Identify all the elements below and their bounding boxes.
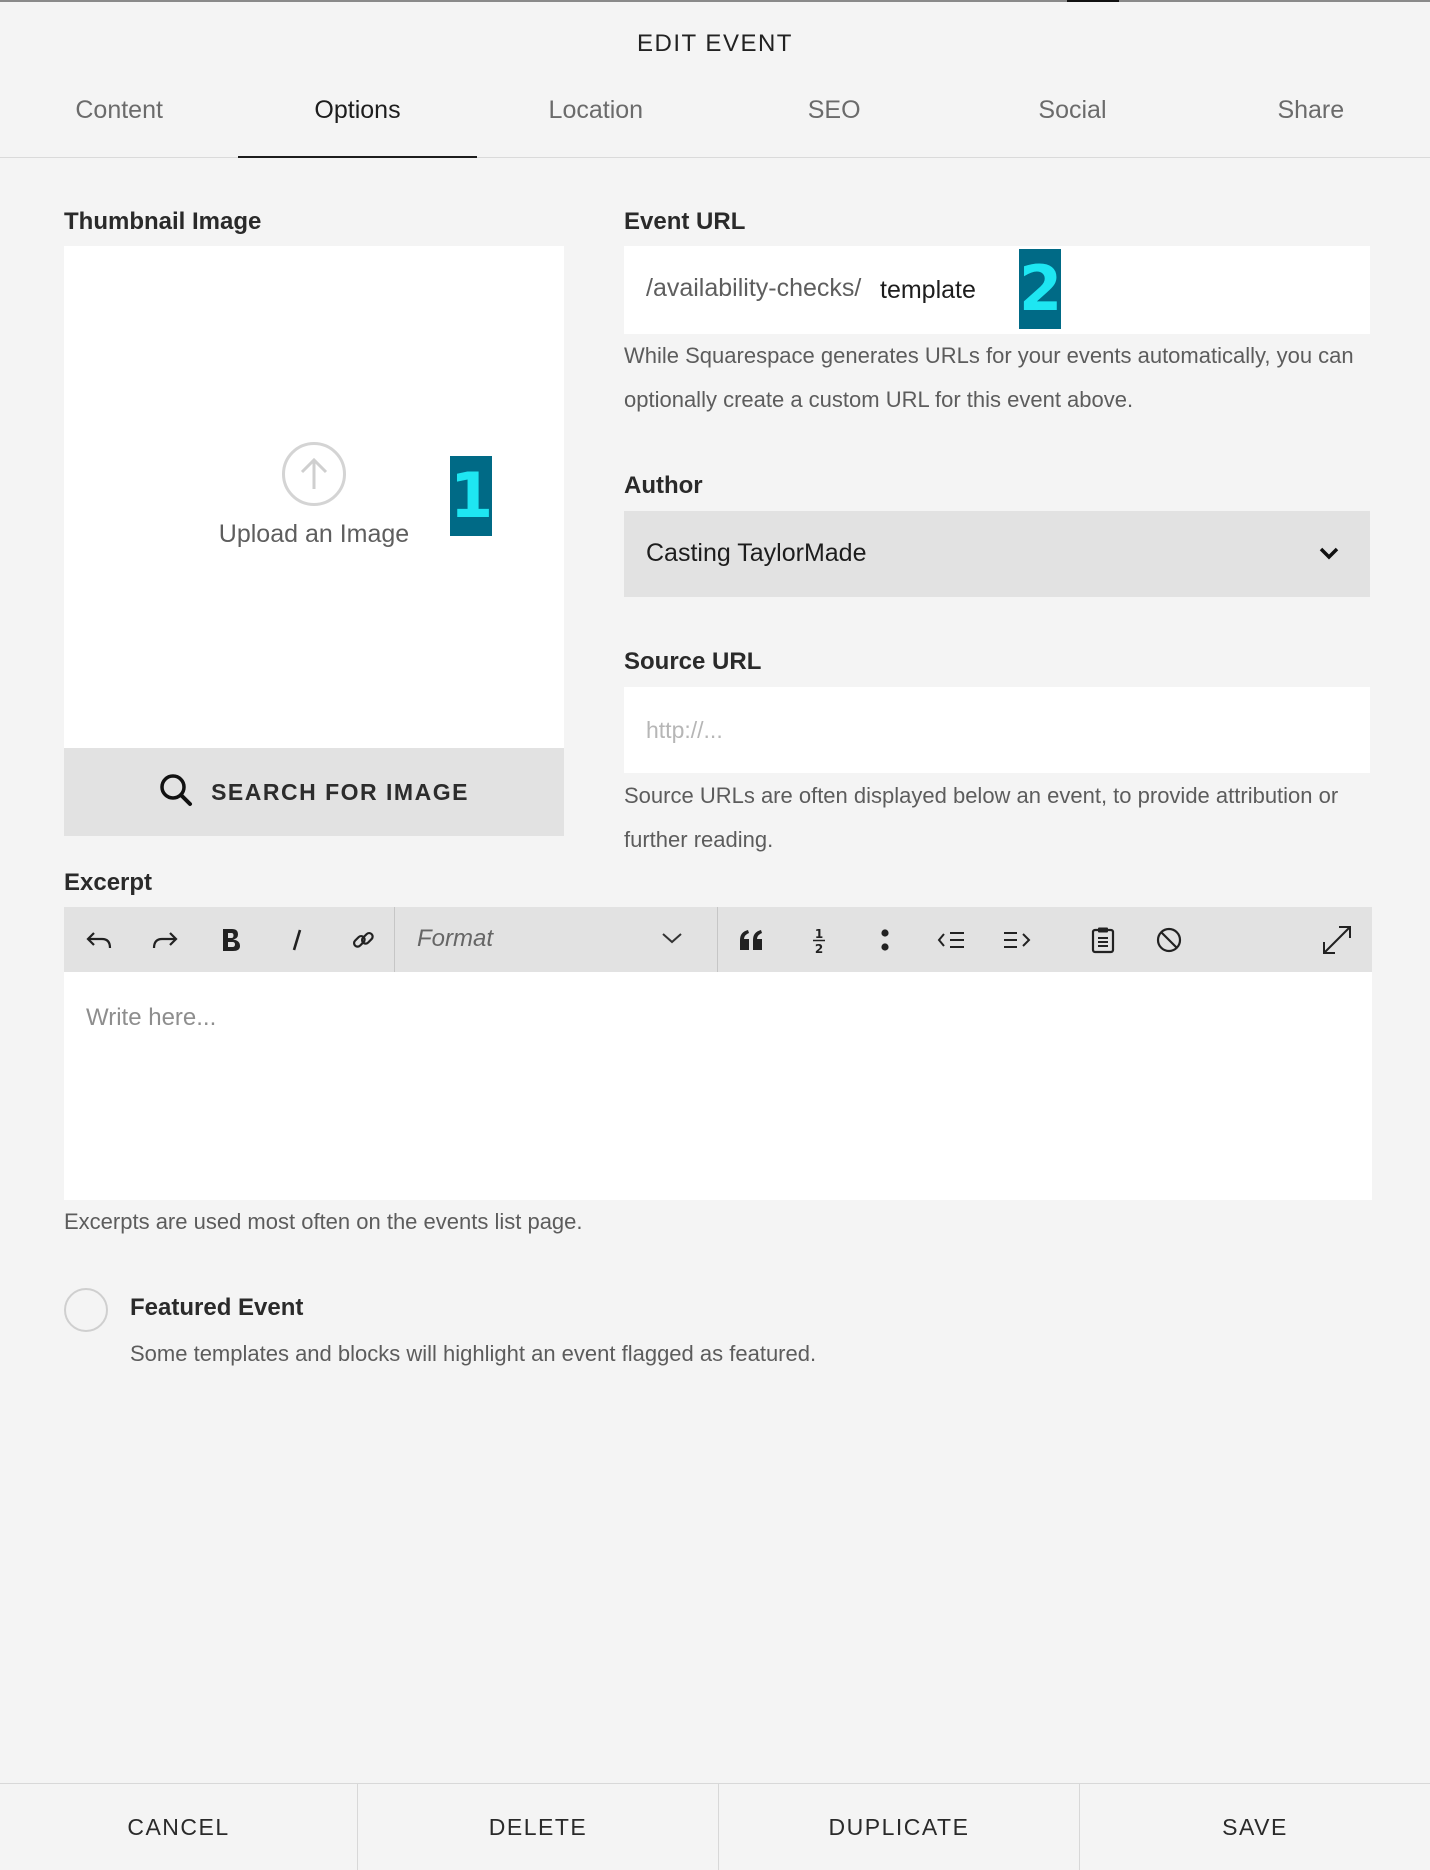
bold-icon[interactable] (203, 907, 259, 972)
event-url-prefix: /availability-checks/ (646, 274, 862, 302)
thumbnail-label: Thumbnail Image (64, 208, 262, 235)
save-button[interactable]: SAVE (1079, 1784, 1430, 1870)
outdent-icon[interactable] (923, 907, 979, 972)
top-border-marker (1067, 0, 1119, 2)
cancel-button[interactable]: CANCEL (127, 1813, 230, 1840)
source-url-input[interactable] (624, 687, 1370, 773)
author-label: Author (624, 472, 703, 499)
excerpt-editor[interactable] (64, 972, 1372, 1200)
italic-icon[interactable] (269, 907, 325, 972)
tab-options[interactable]: Options (238, 84, 476, 157)
excerpt-help: Excerpts are used most often on the events list page. (64, 1209, 583, 1234)
excerpt-placeholder: Write here... (86, 1004, 217, 1031)
editor-toolbar (64, 907, 1372, 972)
delete-button[interactable]: DELETE (357, 1784, 718, 1870)
annotation-marker-1: 1 (450, 456, 492, 536)
thumbnail-upload-area[interactable] (64, 246, 564, 748)
upload-icon (282, 442, 346, 506)
format-label: Format (417, 925, 494, 952)
search-icon (159, 773, 193, 812)
event-url-field[interactable] (624, 246, 1370, 334)
author-select[interactable] (624, 511, 1370, 597)
expand-icon[interactable] (1309, 907, 1365, 972)
excerpt-label: Excerpt (64, 869, 153, 896)
unordered-list-icon[interactable] (857, 907, 913, 972)
top-border (0, 0, 1430, 2)
tab-bar (0, 84, 1430, 158)
featured-event-help: Some templates and blocks will highlight an event flagged as featured. (130, 1341, 817, 1366)
dialog-title: EDIT EVENT (637, 30, 793, 57)
source-url-help: Source URLs are often displayed below an event, to provide attribution or further reading. (624, 783, 1339, 852)
svg-text:1: 1 (814, 926, 824, 941)
chevron-down-icon (1318, 545, 1340, 566)
ordered-list-icon[interactable] (791, 907, 847, 972)
footer-actions (0, 1783, 1430, 1870)
featured-event-label: Featured Event (130, 1294, 304, 1321)
event-url-help: While Squarespace generates URLs for your events automatically, you can optionally create a custom URL for this event above. (624, 343, 1354, 412)
tab-location[interactable]: Location (548, 96, 644, 124)
event-url-label: Event URL (624, 208, 746, 235)
annotation-marker-2: 2 (1019, 249, 1061, 329)
search-for-image-button[interactable] (64, 748, 564, 836)
chevron-down-icon (661, 931, 683, 950)
tab-content[interactable]: Content (75, 96, 163, 124)
toolbar-separator (717, 907, 718, 972)
clear-format-icon[interactable] (1141, 907, 1197, 972)
redo-icon[interactable] (137, 907, 193, 972)
duplicate-button[interactable]: DUPLICATE (718, 1784, 1079, 1870)
tab-share[interactable]: Share (1277, 96, 1345, 124)
paste-icon[interactable] (1075, 907, 1131, 972)
upload-image-text: Upload an Image (218, 520, 410, 548)
indent-icon[interactable] (989, 907, 1045, 972)
format-select[interactable] (395, 907, 705, 972)
author-value: Casting TaylorMade (646, 539, 867, 567)
link-icon[interactable] (335, 907, 391, 972)
search-for-image-label: SEARCH FOR IMAGE (211, 778, 469, 805)
tab-seo[interactable]: SEO (807, 96, 861, 124)
undo-icon[interactable] (71, 907, 127, 972)
featured-event-radio[interactable] (64, 1288, 108, 1332)
source-url-label: Source URL (624, 648, 762, 675)
blockquote-icon[interactable] (724, 907, 780, 972)
tab-social[interactable]: Social (1038, 96, 1107, 124)
event-url-slug-input[interactable]: template (880, 276, 976, 304)
svg-text:2: 2 (814, 941, 824, 955)
